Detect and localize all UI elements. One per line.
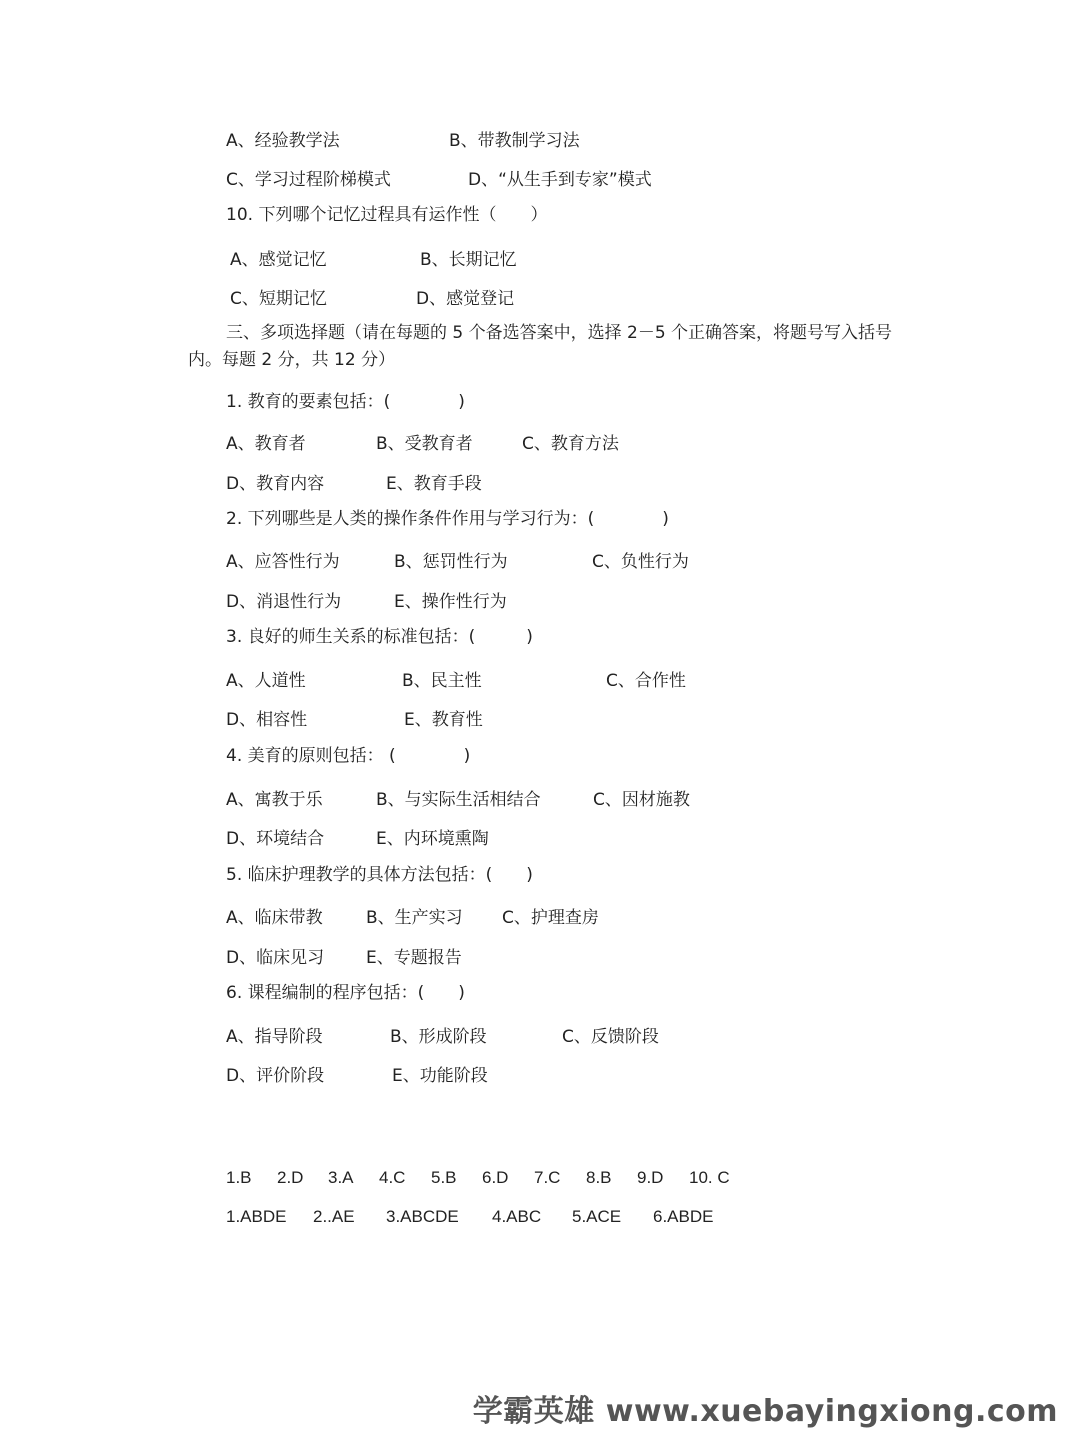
option-d: D、评价阶段 xyxy=(226,1066,325,1086)
option-a: A、临床带教 xyxy=(226,908,323,928)
mc-question-5-stem: 5. 临床护理教学的具体方法包括：( ) xyxy=(226,865,533,885)
answer-item: 6.ABDE xyxy=(653,1207,714,1226)
option-c: C、因材施教 xyxy=(593,790,690,810)
option-a: A、指导阶段 xyxy=(226,1027,323,1047)
option-c: C、学习过程阶梯模式 xyxy=(226,170,391,190)
option-e: E、操作性行为 xyxy=(394,592,507,612)
watermark: 学霸英雄 www.xuebayingxiong.com xyxy=(472,1394,1058,1429)
answer-item: 10. C xyxy=(689,1168,730,1187)
option-c: C、教育方法 xyxy=(522,434,619,454)
option-b: B、惩罚性行为 xyxy=(394,552,508,572)
option-e: E、教育手段 xyxy=(386,474,482,494)
section-heading: 三、多项选择题（请在每题的 5 个备选答案中，选择 2－5 个正确答案，将题号写入括号内。每题 2 分，共 12 分） xyxy=(188,323,893,370)
mc-question-4-stem: 4. 美育的原则包括： ( ) xyxy=(226,746,471,766)
option-b: B、带教制学习法 xyxy=(449,131,580,151)
answer-item: 1.ABDE xyxy=(226,1207,287,1226)
answer-item: 6.D xyxy=(482,1168,509,1187)
mc-question-6-stem: 6. 课程编制的程序包括：( ) xyxy=(226,983,465,1003)
mc-question-3-stem: 3. 良好的师生关系的标准包括：( ) xyxy=(226,627,533,647)
option-e: E、专题报告 xyxy=(366,948,462,968)
option-d: D、消退性行为 xyxy=(226,592,342,612)
option-e: E、功能阶段 xyxy=(392,1066,488,1086)
option-b: B、形成阶段 xyxy=(390,1027,487,1047)
option-a: A、感觉记忆 xyxy=(230,250,327,270)
option-d: D、环境结合 xyxy=(226,829,325,849)
option-d: D、教育内容 xyxy=(226,474,325,494)
option-b: B、长期记忆 xyxy=(420,250,517,270)
answer-item: 7.C xyxy=(534,1168,561,1187)
question-10-stem: 10. 下列哪个记忆过程具有运作性（ ） xyxy=(226,205,548,225)
option-c: C、合作性 xyxy=(606,671,686,691)
answer-item: 9.D xyxy=(637,1168,664,1187)
option-a: A、经验教学法 xyxy=(226,131,340,151)
option-c: C、护理查房 xyxy=(502,908,599,928)
option-d: D、感觉登记 xyxy=(416,289,515,309)
answer-item: 5.B xyxy=(431,1168,457,1187)
answer-item: 5.ACE xyxy=(572,1207,622,1226)
option-d: D、相容性 xyxy=(226,710,308,730)
answer-item: 3.ABCDE xyxy=(386,1207,459,1226)
answer-item: 2.D xyxy=(277,1168,304,1187)
option-c: C、短期记忆 xyxy=(230,289,327,309)
mc-question-1-stem: 1. 教育的要素包括：( ) xyxy=(226,392,465,412)
option-d: D、“从生手到专家”模式 xyxy=(468,170,652,190)
answer-item: 2..AE xyxy=(313,1207,355,1226)
option-b: B、与实际生活相结合 xyxy=(376,790,541,810)
option-a: A、人道性 xyxy=(226,671,306,691)
mc-question-2-stem: 2. 下列哪些是人类的操作条件作用与学习行为：( ) xyxy=(226,509,669,529)
option-a: A、教育者 xyxy=(226,434,306,454)
option-d: D、临床见习 xyxy=(226,948,325,968)
answer-item: 8.B xyxy=(586,1168,612,1187)
option-e: E、内环境熏陶 xyxy=(376,829,489,849)
answer-item: 1.B xyxy=(226,1168,252,1187)
answer-item: 3.A xyxy=(328,1168,354,1187)
option-b: B、受教育者 xyxy=(376,434,473,454)
option-e: E、教育性 xyxy=(404,710,483,730)
option-c: C、负性行为 xyxy=(592,552,689,572)
option-b: B、生产实习 xyxy=(366,908,463,928)
answer-item: 4.C xyxy=(379,1168,406,1187)
option-b: B、民主性 xyxy=(402,671,482,691)
option-a: A、应答性行为 xyxy=(226,552,340,572)
answer-item: 4.ABC xyxy=(492,1207,542,1226)
option-c: C、反馈阶段 xyxy=(562,1027,659,1047)
option-a: A、寓教于乐 xyxy=(226,790,323,810)
